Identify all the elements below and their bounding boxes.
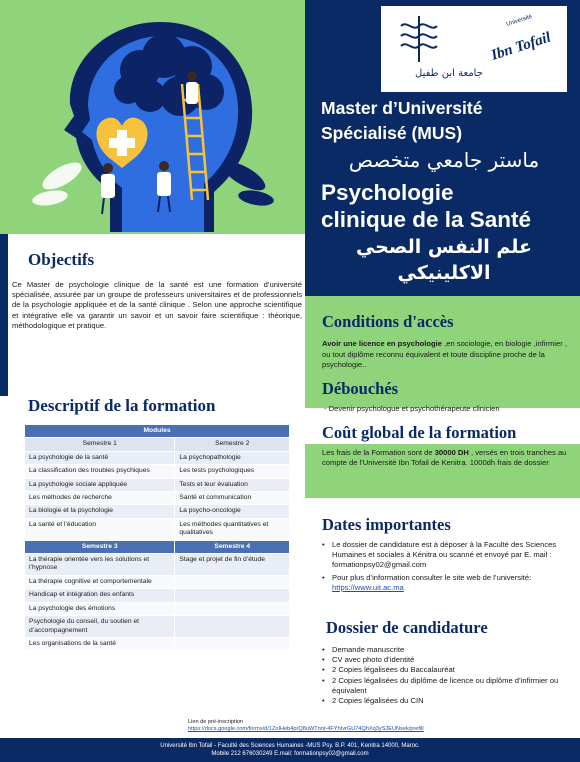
table-cell: Stage et projet de fin d’étude: [175, 554, 290, 576]
objectifs-heading: Objectifs: [28, 250, 95, 269]
cout-text: [322, 448, 572, 468]
conditions-text: [322, 339, 572, 371]
table-cell: La psychologie de la santé: [25, 451, 175, 464]
cout-text-after: , versés en trois tranches au compte de l'Université Ibn Tofail de Kenitra. 1000dh frais de dossier: [322, 448, 567, 468]
table-cell: La santé et l’éducation: [25, 518, 175, 540]
modules-header: Modules: [25, 425, 290, 438]
table-row: [25, 492, 290, 505]
dates-heading: Dates importantes: [322, 515, 451, 534]
logo-emblem-icon: [381, 6, 567, 92]
debouches-text: - Devenir psychologue et psychothérapeute clinicien: [324, 404, 500, 413]
modules-table: [24, 424, 290, 651]
table-row: [25, 616, 290, 638]
table-cell: Les organisations de la santé: [25, 637, 175, 650]
program-title: [321, 179, 575, 233]
table-cell: Tests et leur évaluation: [175, 478, 290, 491]
descriptif-heading: Descriptif de la formation: [28, 396, 216, 415]
university-website-link[interactable]: https://www.uit.ac.ma: [332, 582, 404, 592]
table-cell: La psychopathologie: [175, 451, 290, 464]
table-row: [25, 478, 290, 491]
dates-item-dossier: • Le dossier de candidature est à déposer à la Faculté des Sciences Humaines et sociales à Kénitra ou scanné et envoyé par E. mail : formationpsy02@gmail.com: [320, 540, 574, 571]
list-item: • 2 Copies légalisées du CIN: [320, 696, 574, 706]
hero-illustration: [0, 0, 305, 234]
preinscription-link[interactable]: https://docs.google.com/forms/d/1ZoIHeb4prQ8uWTnnt-4FYhIvrGU74QhXq3ySJEUNsek/prefill: [188, 726, 424, 732]
table-cell: Les méthodes de recherche: [25, 492, 175, 505]
preinscription-label: Lien de pré-inscription: [188, 719, 244, 725]
table-row: [25, 505, 290, 518]
left-accent-strip: [0, 234, 8, 396]
table-cell: La classification des troubles psychiques: [25, 465, 175, 478]
cout-text-before: Les frais de la Formation sont de: [322, 448, 435, 457]
footer-address: Université Ibn Tofail - Faculté des Sciences Humaines -MUS Psy. B.P. 401, Kenitra 14000, Maroc.: [160, 743, 420, 749]
cout-amount: 30000 DH: [434, 448, 469, 457]
dossier-heading: Dossier de candidature: [326, 618, 488, 637]
table-cell: [175, 589, 290, 602]
master-title-arabic: ماستر جامعي متخصص: [348, 148, 540, 172]
list-item: • 2 Copies légalisées du Baccalauréat: [320, 665, 574, 675]
program-title-arabic: علم النفس الصحي الاكلينيكي: [355, 236, 533, 284]
table-row: [25, 602, 290, 615]
dates-list: [320, 540, 574, 595]
table-cell: [175, 602, 290, 615]
table-cell: [175, 616, 290, 638]
table-cell: Les méthodes quantitatives et qualitatives: [175, 518, 290, 540]
conditions-rest-text: ,en sociologie, en biologie ,infirmier , ou tout diplôme reconnu équivalent et toute discipline proche de la psychologie..: [322, 339, 567, 369]
table-cell: [175, 575, 290, 588]
master-title-line1: Master d’Université: [321, 98, 483, 118]
footer-contact: Mobile 212 676030249 E.mail: formationpsy02@gmail.com: [211, 751, 369, 757]
table-cell: La psychologie des émotions: [25, 602, 175, 615]
university-logo: [381, 6, 567, 92]
table-row: [25, 589, 290, 602]
table-row: [25, 465, 290, 478]
conditions-heading: Conditions d'accès: [322, 312, 454, 331]
logo-latin-text: Ibn Tofail: [489, 29, 553, 64]
master-title-line2: Spécialisé (MUS): [321, 123, 463, 143]
table-row: [25, 575, 290, 588]
cout-heading: Coût global de la formation: [322, 423, 517, 442]
table-cell: Santé et communication: [175, 492, 290, 505]
table-cell: Psychologie du conseil, du soutien et d’accompagnement: [25, 616, 175, 638]
table-cell: La biologie et la psychologie: [25, 505, 175, 518]
dates-item-website: [320, 573, 574, 593]
objectifs-text: Ce Master de psychologie clinique de la santé est une formation d’université spécialisée, assurée par un groupe de professeurs universitaires et de professionnels de la psychologie appliquée et de la santé clinique . Selon une approche scientifique et intégrative elle va garantir un savoir et un savoir faire scientifique : théorique, méthodologique et pratique.: [12, 280, 302, 330]
header-panel: [305, 0, 580, 296]
table-cell: La thérapie orientée vers les solutions et l’hypnose: [25, 554, 175, 576]
logo-arabic-text: جامعة ابن طفيل: [415, 68, 483, 79]
table-row: [25, 637, 290, 650]
list-item: • Demande manuscrite: [320, 645, 574, 655]
head-illustration-graphic: [0, 0, 305, 234]
table-row: [25, 554, 290, 576]
master-title: [321, 96, 575, 146]
table-cell: [175, 637, 290, 650]
table-cell: La psychologie sociale appliquée: [25, 478, 175, 491]
modules-s34-body: [25, 554, 290, 651]
semester-3-header: Semestre 3: [25, 540, 175, 553]
conditions-bold-text: Avoir une licence en psychologie: [322, 339, 442, 348]
semester-1-header: Semestre 1: [25, 438, 175, 451]
footer: [0, 738, 580, 762]
list-item: • CV avec photo d’identité: [320, 655, 574, 665]
table-row: [25, 451, 290, 464]
program-title-line1: Psychologie: [321, 180, 454, 205]
modules-s12-body: [25, 451, 290, 540]
dates-website-text: Pour plus d’information consulter le site web de l’université:: [332, 572, 532, 582]
semester-2-header: Semestre 2: [175, 438, 290, 451]
table-row: [25, 518, 290, 540]
semester-4-header: Semestre 4: [175, 540, 290, 553]
table-cell: La thérapie cognitive et comportementale: [25, 575, 175, 588]
table-cell: Les tests psychologiques: [175, 465, 290, 478]
debouches-heading: Débouchés: [322, 379, 399, 398]
table-cell: Handicap et intégration des enfants: [25, 589, 175, 602]
program-title-line2: clinique de la Santé: [321, 207, 532, 232]
list-item: • 2 Copies légalisées du diplôme de licence ou diplôme d’infirmier ou équivalent: [320, 676, 574, 696]
logo-small-text: Université: [505, 13, 533, 28]
dossier-list: [320, 645, 574, 706]
table-cell: La psycho-oncologie: [175, 505, 290, 518]
